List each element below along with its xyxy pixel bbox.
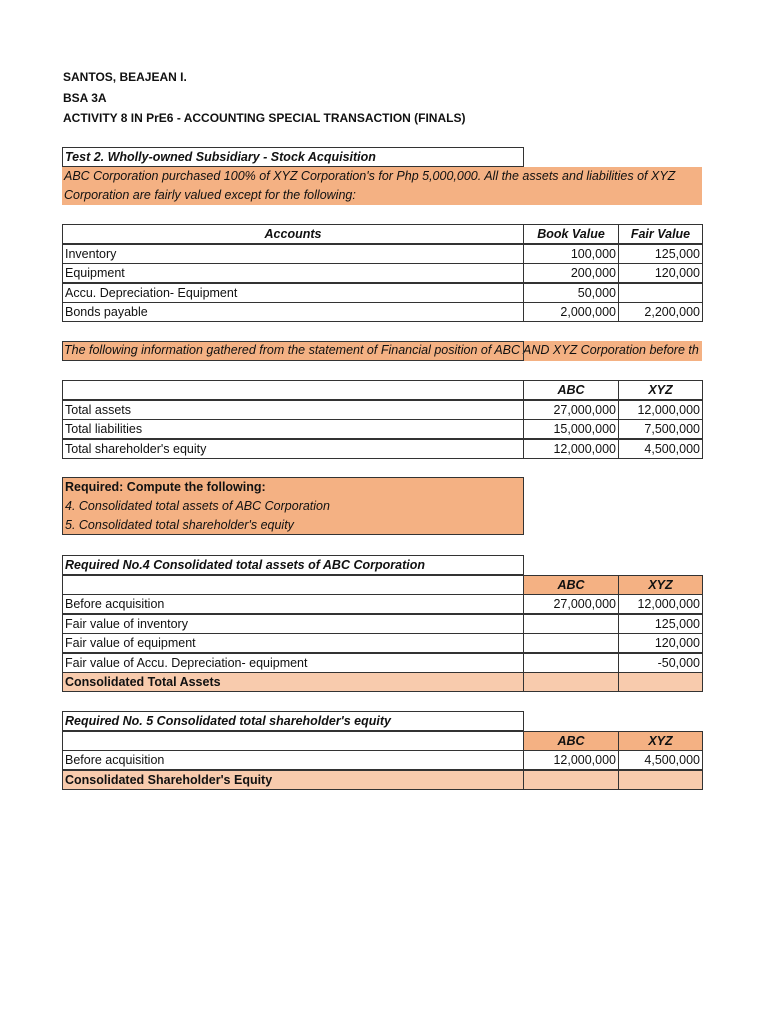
header-cell — [62, 380, 524, 400]
table-cell: 120,000 — [618, 633, 703, 653]
table-cell: Equipment — [62, 263, 524, 283]
header-cell — [62, 575, 524, 595]
total-cell — [523, 770, 619, 790]
table-cell: 27,000,000 — [523, 400, 619, 420]
table-cell: 50,000 — [523, 283, 619, 303]
table-cell: Fair value of inventory — [62, 614, 524, 634]
required-item: 5. Consolidated total shareholder's equity — [65, 518, 294, 532]
table-cell: 4,500,000 — [618, 439, 703, 459]
table-cell: Fair value of Accu. Depreciation- equipment — [62, 653, 524, 673]
table-cell — [523, 633, 619, 653]
table-cell: 2,200,000 — [618, 302, 703, 322]
table-cell — [618, 283, 703, 303]
req5-title-cell: Required No. 5 Consolidated total shareholder's equity — [62, 711, 524, 731]
table-cell: 4,500,000 — [618, 750, 703, 770]
table-cell: 100,000 — [523, 244, 619, 264]
section: BSA 3A — [63, 91, 107, 105]
table-cell: 120,000 — [618, 263, 703, 283]
total-cell — [618, 770, 703, 790]
table-cell: Total liabilities — [62, 419, 524, 439]
header-cell: Accounts — [62, 224, 524, 244]
problem-line: Corporation are fairly valued except for the following: — [64, 188, 356, 202]
req4-title-cell: Required No.4 Consolidated total assets of ABC Corporation — [62, 555, 524, 575]
table-cell: 125,000 — [618, 614, 703, 634]
table-cell — [523, 614, 619, 634]
header-cell: Book Value — [523, 224, 619, 244]
table-cell: 12,000,000 — [618, 400, 703, 420]
table-cell: 15,000,000 — [523, 419, 619, 439]
header-cell: XYZ — [618, 731, 703, 751]
table-cell: Bonds payable — [62, 302, 524, 322]
total-cell: Consolidated Total Assets — [62, 672, 524, 692]
required-item: 4. Consolidated total assets of ABC Corporation — [65, 499, 330, 513]
header-cell: ABC — [523, 380, 619, 400]
problem-line: ABC Corporation purchased 100% of XYZ Corporation's for Php 5,000,000. All the assets and liabilities of XYZ — [64, 169, 676, 183]
info-banner: The following information gathered from the statement of Financial position of ABC AND XYZ Corporation before th — [62, 341, 702, 361]
header-cell: XYZ — [618, 380, 703, 400]
total-cell: Consolidated Shareholder's Equity — [62, 770, 524, 790]
table-cell: Before acquisition — [62, 594, 524, 614]
table-cell: Total shareholder's equity — [62, 439, 524, 459]
header-cell: ABC — [523, 731, 619, 751]
header-cell — [62, 731, 524, 751]
table-cell — [523, 653, 619, 673]
header-cell: Fair Value — [618, 224, 703, 244]
problem-statement — [62, 167, 702, 205]
test-title: Test 2. Wholly-owned Subsidiary - Stock Acquisition — [62, 147, 524, 167]
header-cell: XYZ — [618, 575, 703, 595]
table-cell: 2,000,000 — [523, 302, 619, 322]
header-cell: ABC — [523, 575, 619, 595]
table-cell: Fair value of equipment — [62, 633, 524, 653]
table-cell: Total assets — [62, 400, 524, 420]
required-title: Required: Compute the following: — [65, 480, 266, 494]
table-cell: 125,000 — [618, 244, 703, 264]
total-cell — [618, 672, 703, 692]
total-cell — [523, 672, 619, 692]
table-cell: 12,000,000 — [618, 594, 703, 614]
table-cell: 7,500,000 — [618, 419, 703, 439]
table-cell: 200,000 — [523, 263, 619, 283]
table-cell: 27,000,000 — [523, 594, 619, 614]
table-cell: -50,000 — [618, 653, 703, 673]
required-box — [62, 477, 524, 535]
table-cell: Before acquisition — [62, 750, 524, 770]
student-name: SANTOS, BEAJEAN I. — [63, 70, 187, 84]
table-cell: Accu. Depreciation- Equipment — [62, 283, 524, 303]
table-cell: Inventory — [62, 244, 524, 264]
table-cell: 12,000,000 — [523, 439, 619, 459]
table-cell: 12,000,000 — [523, 750, 619, 770]
activity-title: ACTIVITY 8 IN PrE6 - ACCOUNTING SPECIAL TRANSACTION (FINALS) — [63, 111, 466, 125]
